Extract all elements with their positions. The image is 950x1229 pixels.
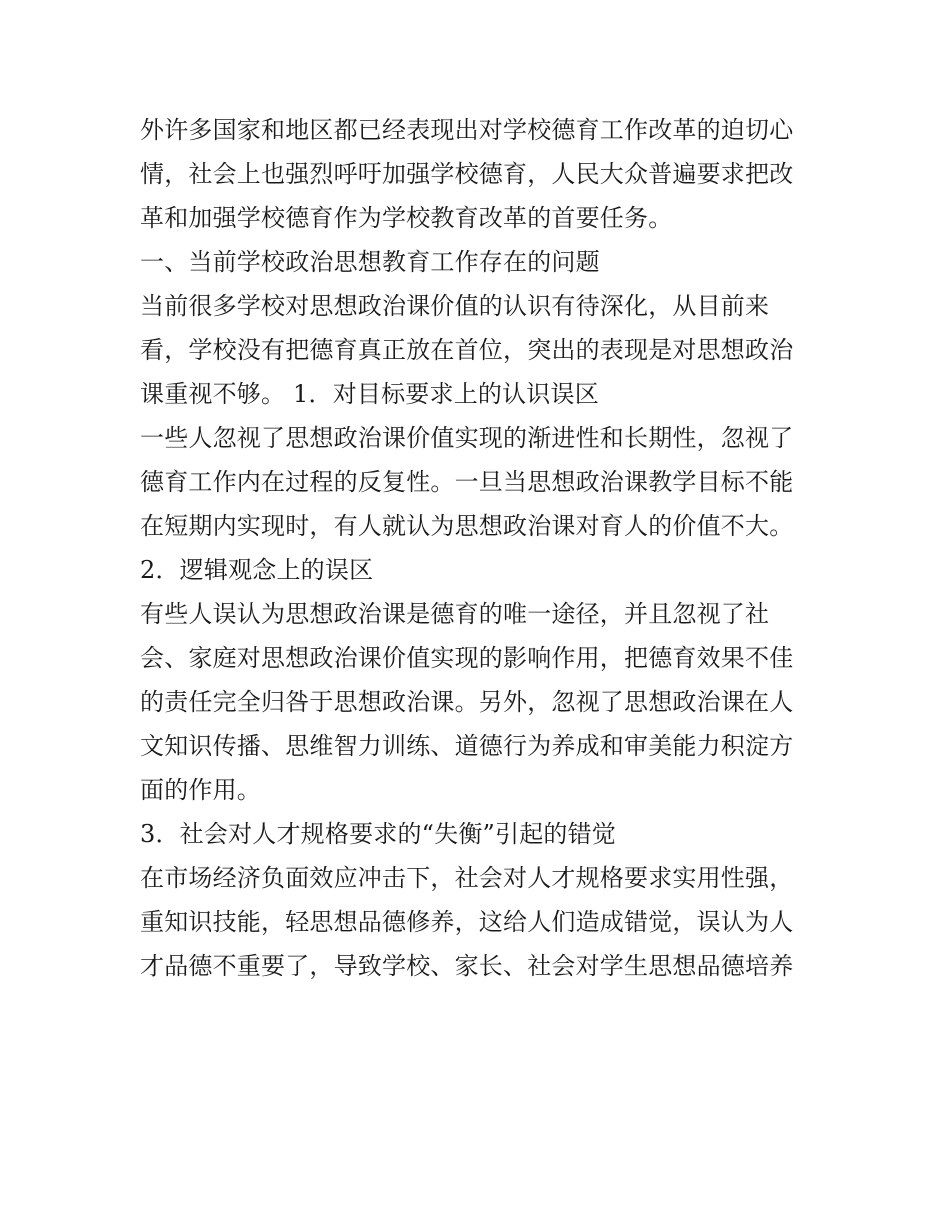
text-line: 才品德不重要了，导致学校、家长、社会对学生思想品德培养 (140, 952, 794, 980)
text-line: 有些人误认为思想政治课是德育的唯一途径，并且忽视了社 (140, 600, 770, 628)
text-line: 情，社会上也强烈呼吁加强学校德育，人民大众普遍要求把改 (140, 160, 794, 188)
subsection-heading: 2．逻辑观念上的误区 (140, 556, 374, 584)
text-line: 在市场经济负面效应冲击下，社会对人才规格要求实用性强， (140, 864, 794, 892)
section-heading: 一、当前学校政治思想教育工作存在的问题 (140, 248, 600, 276)
text-line: 文知识传播、思维智力训练、道德行为养成和审美能力积淀方 (140, 732, 794, 760)
text-line: 革和加强学校德育作为学校教育改革的首要任务。 (140, 204, 673, 232)
text-line: 的责任完全归咎于思想政治课。另外，忽视了思想政治课在人 (140, 688, 794, 716)
text-line: 看，学校没有把德育真正放在首位，突出的表现是对思想政治 (140, 336, 794, 364)
text-line: 一些人忽视了思想政治课价值实现的渐进性和长期性，忽视了 (140, 424, 794, 452)
text-line: 会、家庭对思想政治课价值实现的影响作用，把德育效果不佳 (140, 644, 794, 672)
subsection-heading: 3．社会对人才规格要求的“失衡”引起的错觉 (140, 820, 617, 848)
text-line: 外许多国家和地区都已经表现出对学校德育工作改革的迫切心 (140, 116, 794, 144)
text-line: 当前很多学校对思想政治课价值的认识有待深化，从目前来 (140, 292, 770, 320)
text-line: 课重视不够。 1．对目标要求上的认识误区 (140, 380, 599, 408)
text-line: 在短期内实现时，有人就认为思想政治课对育人的价值不大。 (140, 512, 794, 540)
text-line: 面的作用。 (140, 776, 261, 804)
text-line: 德育工作内在过程的反复性。一旦当思想政治课教学目标不能 (140, 468, 794, 496)
text-line: 重知识技能，轻思想品德修养，这给人们造成错觉，误认为人 (140, 908, 794, 936)
document-body (140, 108, 820, 988)
